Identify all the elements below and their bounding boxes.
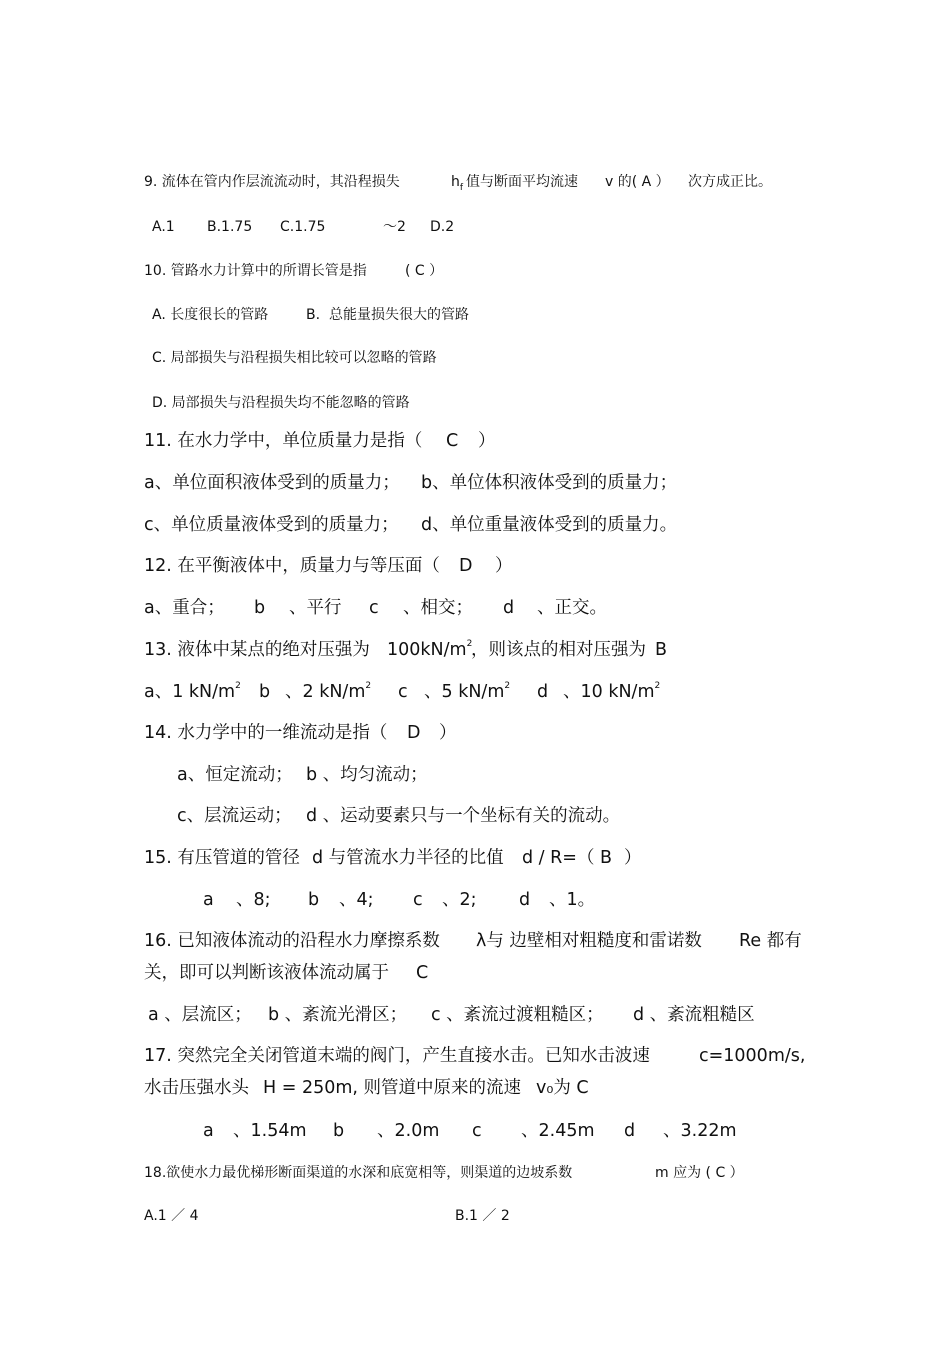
q13-stem: 13. 液体中某点的绝对压强为 [144, 640, 370, 660]
q15-option-c-text: 、2; [442, 890, 477, 910]
q9-stem-4: 次方成正比。 [688, 174, 772, 190]
q10-option-d: D. 局部损失与沿程损失均不能忽略的管路 [152, 395, 410, 411]
q17-option-d-letter: d [624, 1121, 636, 1141]
q12-option-b-letter: b [254, 598, 266, 618]
q14-close: ） [439, 723, 457, 743]
q17-option-a-text: 、1.54m [233, 1121, 307, 1141]
q17-stem-2: c=1000m/s, [699, 1046, 806, 1066]
q13-option-a: a、1 $kN/m^2$ [144, 681, 241, 702]
q13-option-b-text: 、2 $kN/m^2$ [285, 681, 372, 702]
q16-option-a: a 、层流区； [148, 1005, 252, 1025]
q10-option-b: B. 总能量损失很大的管路 [306, 307, 469, 323]
q9-stem: 9. 流体在管内作层流流动时，其沿程损失 [144, 174, 400, 190]
q12-answer: D [459, 556, 473, 576]
q18-answer: m 应为 ( C ） [655, 1165, 744, 1181]
q14-option-a: a、恒定流动； [177, 765, 293, 785]
q17-stem: 17. 突然完全关闭管道末端的阀门，产生直接水击。已知水击波速 [144, 1046, 650, 1066]
q15-option-b-text: 、4; [339, 890, 374, 910]
q10-option-a: A. 长度很长的管路 [152, 307, 269, 323]
q16-stem-3: Re 都有 [739, 931, 802, 951]
q12-option-b-text: 、平行 [289, 598, 342, 618]
q12-close: ） [495, 556, 513, 576]
q9-option-a: A.1 [152, 219, 175, 235]
q12-stem: 12. 在平衡液体中，质量力与等压面（ [144, 556, 440, 576]
q16-answer: C [416, 963, 429, 983]
q15-option-b-letter: b [308, 890, 320, 910]
q13-option-c-text: 、5 $kN/m^2$ [424, 681, 511, 702]
q13-option-c-letter: c [398, 682, 408, 702]
q16-stem-line2: 关，即可以判断该液体流动属于 [144, 963, 389, 983]
q16-option-d: d 、紊流粗糙区 [633, 1005, 755, 1025]
q15-option-a-text: 、8; [236, 890, 271, 910]
q11-close: ） [478, 431, 496, 451]
q9-option-d: D.2 [430, 219, 455, 235]
q12-option-c-letter: c [369, 598, 379, 618]
q11-stem: 11. 在水力学中，单位质量力是指（ [144, 431, 423, 451]
q15-stem-3: d / R=（ B [522, 848, 613, 868]
q17-option-c-letter: c [472, 1121, 482, 1141]
q9-option-c-range: ～2 [383, 219, 406, 235]
q9-option-b: B.1.75 [207, 219, 253, 235]
q14-option-d: d 、运动要素只与一个坐标有关的流动。 [306, 806, 621, 826]
q12-option-a: a、重合； [144, 598, 225, 618]
q15-option-c-letter: c [413, 890, 423, 910]
q15-stem-2: d 与管流水力半径的比值 [312, 848, 504, 868]
q11-option-b: b、单位体积液体受到的质量力； [421, 473, 678, 493]
q13-value: $100kN/m^2$ [387, 639, 473, 660]
q17-option-b-text: 、2.0m [377, 1121, 440, 1141]
q16-stem-2: λ与 边壁相对粗糙度和雷诺数 [476, 931, 702, 951]
q17-option-d-text: 、3.22m [663, 1121, 737, 1141]
q18-stem: 18.欲使水力最优梯形断面渠道的水深和底宽相等，则渠道的边坡系数 [144, 1165, 573, 1181]
q13-option-d-letter: d [537, 682, 549, 702]
q10-answer: ( C ） [405, 263, 444, 279]
q18-option-a: A.1 ／ 4 [144, 1208, 199, 1224]
q18-option-b: B.1 ／ 2 [455, 1208, 510, 1224]
q11-answer: C [446, 431, 459, 451]
q12-option-d-text: 、正交。 [537, 598, 607, 618]
q14-option-b: b 、均匀流动； [306, 765, 428, 785]
q14-stem: 14. 水力学中的一维流动是指（ [144, 723, 388, 743]
q17-answer: v₀为 C [536, 1078, 589, 1098]
q15-option-a-letter: a [203, 890, 214, 910]
q9-stem-3: v 的( A ） [605, 174, 670, 190]
q17-option-c-text: 、2.45m [521, 1121, 595, 1141]
q14-option-c: c、层流运动； [177, 806, 292, 826]
q10-option-c: C. 局部损失与沿程损失相比较可以忽略的管路 [152, 350, 437, 366]
q9-stem-2: 值与断面平均流速 [466, 174, 578, 190]
q9-symbol-h: $h_f$ [451, 174, 464, 193]
q12-option-d-letter: d [503, 598, 515, 618]
q15-option-d-letter: d [519, 890, 531, 910]
q9-option-c: C.1.75 [280, 219, 326, 235]
q13-option-b-letter: b [259, 682, 271, 702]
q15-stem: 15. 有压管道的管径 [144, 848, 300, 868]
q12-option-c-text: 、相交； [403, 598, 473, 618]
q17-stem-line2b: H = 250m, 则管道中原来的流速 [263, 1078, 522, 1098]
q16-option-c: c 、紊流过渡粗糙区； [431, 1005, 604, 1025]
q10-stem: 10. 管路水力计算中的所谓长管是指 [144, 263, 367, 279]
q11-option-d: d、单位重量液体受到的质量力。 [421, 515, 678, 535]
q14-answer: D [407, 723, 421, 743]
q13-answer: B [655, 640, 668, 660]
q15-close: ） [624, 848, 642, 868]
q17-stem-line2: 水击压强水头 [144, 1078, 249, 1098]
q13-stem-2: ，则该点的相对压强为 [471, 640, 646, 660]
q11-option-c: c、单位质量液体受到的质量力； [144, 515, 399, 535]
q15-option-d-text: 、1。 [549, 890, 596, 910]
q11-option-a: a、单位面积液体受到的质量力； [144, 473, 400, 493]
q13-option-d-text: 、10 $kN/m^2$ [563, 681, 661, 702]
q17-option-b-letter: b [333, 1121, 345, 1141]
q16-option-b: b 、紊流光滑区； [268, 1005, 408, 1025]
q16-stem: 16. 已知液体流动的沿程水力摩擦系数 [144, 931, 440, 951]
q17-option-a-letter: a [203, 1121, 214, 1141]
